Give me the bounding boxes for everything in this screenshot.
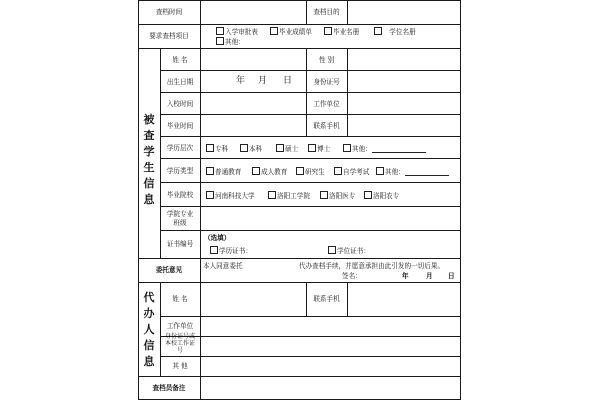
agent-other-label: 其 他 xyxy=(172,362,188,370)
entrust-month-unit: 月 xyxy=(426,272,433,280)
level-option-doctor[interactable]: 博士 xyxy=(308,144,330,153)
checkbox[interactable] xyxy=(216,37,224,45)
row-line xyxy=(138,376,461,377)
checkbox[interactable] xyxy=(324,27,332,35)
college-option-luoyang-agri[interactable]: 洛阳农专 xyxy=(364,191,399,200)
checkbox[interactable] xyxy=(270,27,278,35)
student-section-title: 被查学生信息 xyxy=(143,113,155,206)
checkbox[interactable] xyxy=(343,144,351,152)
student-gender-label: 性 别 xyxy=(318,56,335,64)
type-other-underline xyxy=(405,175,449,176)
checkbox[interactable] xyxy=(216,27,224,35)
level-option-other[interactable]: 其他： xyxy=(343,144,372,153)
education-level-label: 学历层次 xyxy=(166,144,194,152)
birth-year-unit: 年 xyxy=(236,76,246,86)
checkbox[interactable] xyxy=(252,167,260,175)
class-label: 班级 xyxy=(173,219,187,227)
archivist-remark-label: 查档员备注 xyxy=(152,384,186,392)
checkbox[interactable] xyxy=(210,246,218,254)
checkbox[interactable] xyxy=(376,167,384,175)
label-col-line xyxy=(200,0,201,400)
enroll-time-label: 入校时间 xyxy=(166,100,194,108)
query-purpose-label: 查档目的 xyxy=(313,8,340,16)
agent-id-label: 身份证号或本校工作证号 xyxy=(164,333,195,354)
checkbox[interactable] xyxy=(268,191,276,199)
certificate-number-label: 证书编号 xyxy=(166,240,194,248)
checkbox[interactable] xyxy=(364,191,372,199)
form-right-border xyxy=(460,0,461,400)
birth-day-unit: 日 xyxy=(283,76,293,86)
certificate-optional-note: （选填） xyxy=(204,234,231,242)
checkbox[interactable] xyxy=(276,144,284,152)
agent-name-label: 姓 名 xyxy=(172,295,188,303)
checkbox[interactable] xyxy=(206,167,214,175)
birth-month-unit: 月 xyxy=(258,76,268,86)
row-line xyxy=(138,24,461,25)
checkbox[interactable] xyxy=(206,144,214,152)
agent-work-unit-label: 工作单位 xyxy=(166,322,194,330)
form-top-border xyxy=(138,0,461,1)
college-option-hust[interactable]: 河南科技大学 xyxy=(206,191,255,200)
entrust-sign-label: 签名： xyxy=(342,272,362,280)
type-option-self-study[interactable]: 自学考试 xyxy=(334,167,369,176)
college-option-luoyang-tech[interactable]: 洛阳工学院 xyxy=(268,191,310,200)
entrust-text-left: 本人同意委托 xyxy=(203,262,243,270)
level-option-bachelor[interactable]: 本科 xyxy=(240,144,262,153)
row-line xyxy=(160,114,461,115)
row-line xyxy=(160,70,461,71)
entrust-day-unit: 日 xyxy=(448,272,455,280)
cert-diploma-option[interactable]: 学历证书： xyxy=(210,246,252,255)
checkbox[interactable] xyxy=(320,191,328,199)
row-line xyxy=(160,182,461,183)
request-option-graduate-roster[interactable]: 毕业名册 xyxy=(324,27,359,36)
student-name-label: 姓 名 xyxy=(172,56,188,64)
row-line xyxy=(160,336,461,337)
row-line xyxy=(160,158,461,159)
education-type-label: 学历类型 xyxy=(166,167,194,175)
type-option-regular[interactable]: 普通教育 xyxy=(206,167,241,176)
row-line xyxy=(160,136,461,137)
row-line xyxy=(138,258,461,259)
work-unit-label: 工作单位 xyxy=(313,100,340,108)
level-other-underline xyxy=(372,152,426,153)
agent-section-title: 代办人信息 xyxy=(143,291,155,368)
query-time-label: 查档时间 xyxy=(155,8,183,16)
checkbox[interactable] xyxy=(334,167,342,175)
agent-phone-label: 联系手机 xyxy=(313,295,340,303)
checkbox[interactable] xyxy=(296,167,304,175)
request-option-degree-roster[interactable]: 学位名册 xyxy=(374,27,416,36)
row-line xyxy=(160,356,461,357)
row-line xyxy=(160,92,461,93)
entrust-text-right: 代办查档手续，并愿意承担由此引发的一切后果。 xyxy=(299,262,445,270)
entrust-opinion-label: 委托意见 xyxy=(155,266,183,274)
request-option-transcript[interactable]: 毕业成绩单 xyxy=(270,27,312,36)
student-phone-label: 联系手机 xyxy=(313,122,340,130)
entrust-year-unit: 年 xyxy=(402,272,409,280)
row-line xyxy=(160,206,461,207)
row-line xyxy=(138,48,461,49)
type-option-other[interactable]: 其他： xyxy=(376,167,405,176)
type-option-adult[interactable]: 成人教育 xyxy=(252,167,287,176)
level-option-master[interactable]: 硕士 xyxy=(276,144,298,153)
row-line xyxy=(160,230,461,231)
row-line xyxy=(138,282,461,283)
student-id-label: 身份证号 xyxy=(313,78,340,86)
college-option-luoyang-medical[interactable]: 洛阳医专 xyxy=(320,191,355,200)
right-col-line xyxy=(347,0,348,24)
cert-degree-option[interactable]: 学位证书： xyxy=(328,246,370,255)
form-left-border xyxy=(138,0,139,400)
checkbox[interactable] xyxy=(240,144,248,152)
college-label: 毕业院校 xyxy=(166,191,194,199)
graduation-time-label: 毕业时间 xyxy=(166,122,194,130)
checkbox[interactable] xyxy=(206,191,214,199)
request-option-admission[interactable]: 入学审批表 xyxy=(216,27,258,36)
row-line xyxy=(160,316,461,317)
major-label: 学院专业 xyxy=(166,210,194,218)
checkbox[interactable] xyxy=(374,27,382,35)
checkbox[interactable] xyxy=(308,144,316,152)
request-items-label: 要求查档项目 xyxy=(149,32,189,40)
birth-date-label: 出生日期 xyxy=(166,78,194,86)
checkbox[interactable] xyxy=(328,246,336,254)
request-option-other[interactable]: 其他： xyxy=(216,37,245,46)
level-option-associate[interactable]: 专科 xyxy=(206,144,228,153)
type-option-graduate[interactable]: 研究生 xyxy=(296,167,325,176)
right-col-line xyxy=(347,282,348,316)
